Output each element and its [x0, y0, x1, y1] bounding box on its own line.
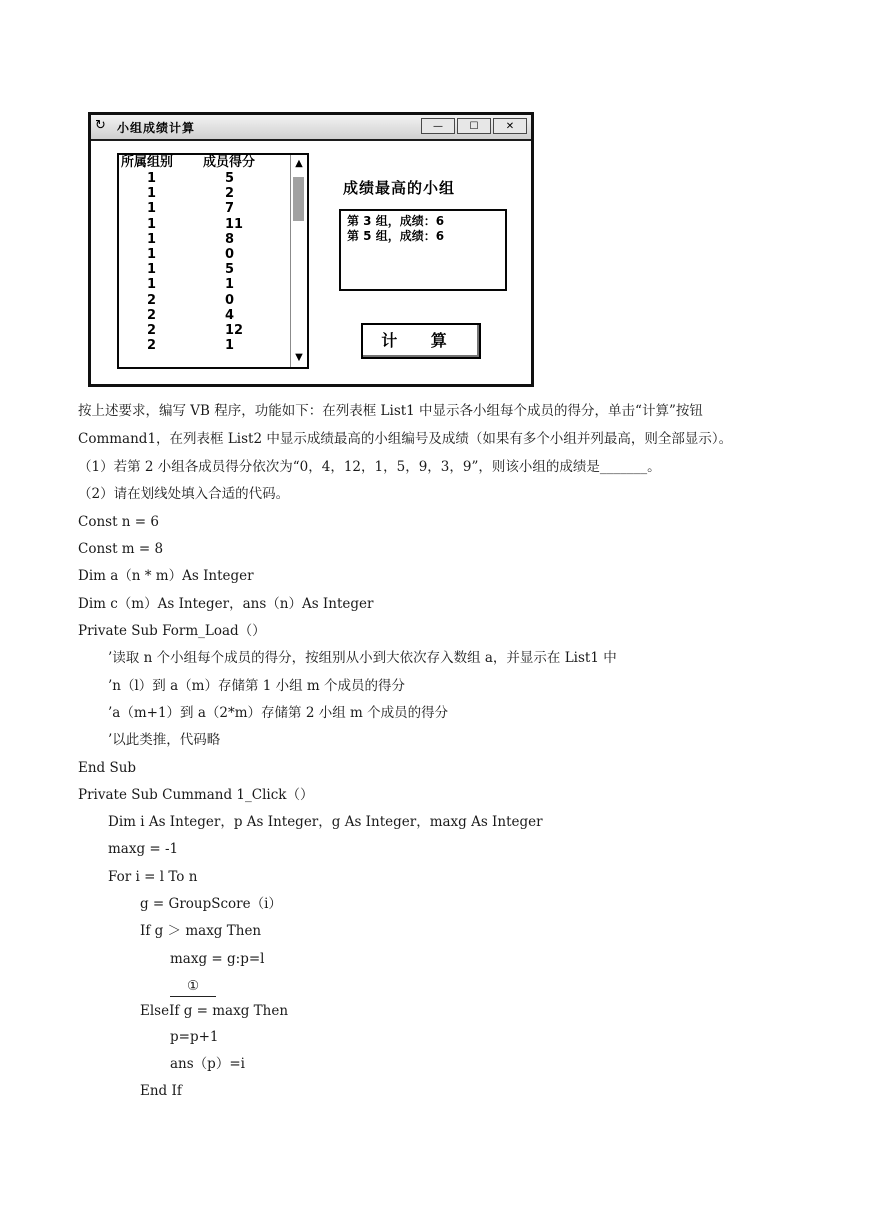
list-item[interactable] — [119, 338, 307, 353]
group-cell: 1 — [147, 201, 157, 217]
score-cell: 5 — [225, 171, 235, 186]
code-line: End Sub — [78, 760, 137, 776]
window-buttons — [421, 118, 527, 134]
vb-form-screenshot — [88, 112, 534, 387]
code-comment: ’n（l）到 a（m）存储第 1 小组 m 个成员的得分 — [108, 678, 405, 694]
code-line: ElseIf g = maxg Then — [140, 1003, 289, 1019]
code-blank-1 — [170, 976, 216, 997]
code-line: Const n = 6 — [78, 514, 159, 530]
code-line: Dim a（n * m）As Integer — [78, 568, 254, 584]
score-cell: 2 — [225, 186, 235, 202]
blank-marker: ① — [170, 976, 216, 997]
code-line: maxg = -1 — [108, 841, 179, 857]
group-cell: 2 — [147, 338, 157, 354]
list-item[interactable] — [119, 277, 307, 292]
group-cell: 1 — [147, 277, 157, 293]
score-cell: 5 — [225, 262, 235, 278]
calculate-button[interactable]: 计 算 — [361, 323, 481, 359]
group-cell: 2 — [147, 307, 157, 323]
list1-scrollbar[interactable] — [290, 155, 307, 367]
code-line: ans（p）=i — [170, 1056, 245, 1072]
score-cell: 4 — [225, 307, 235, 323]
list-item[interactable]: 第 5 组，成绩：6 — [347, 229, 445, 243]
list-item[interactable] — [119, 247, 307, 262]
group-cell: 1 — [147, 231, 157, 247]
code-line: Dim c（m）As Integer，ans（n）As Integer — [78, 596, 374, 612]
paragraph-1: 按上述要求，编写 VB 程序，功能如下：在列表框 List1 中显示各小组每个成员的得分，单击“计算”按钮 — [78, 403, 703, 419]
group-cell: 1 — [147, 186, 157, 202]
score-cell: 12 — [225, 322, 244, 338]
score-cell: 7 — [225, 201, 235, 217]
list-item[interactable] — [119, 217, 307, 232]
list-item[interactable]: 第 3 组，成绩：6 — [347, 214, 445, 228]
group-cell: 2 — [147, 322, 157, 338]
group-cell: 2 — [147, 292, 157, 308]
list-item[interactable] — [119, 262, 307, 277]
answer-blank: _______ — [599, 459, 648, 475]
close-icon[interactable]: ✕ — [493, 118, 527, 134]
code-line: Dim i As Integer，p As Integer，g As Integer，maxg As Integer — [108, 814, 543, 830]
scroll-up-icon[interactable]: ▲ — [295, 158, 303, 169]
score-cell: 11 — [225, 216, 244, 232]
question-1-end: 。 — [647, 459, 661, 475]
list-item[interactable] — [119, 201, 307, 216]
list1-header-score: 成员得分 — [203, 155, 256, 170]
score-cell: 0 — [225, 292, 235, 308]
scroll-thumb[interactable] — [293, 177, 304, 221]
code-line: End If — [140, 1083, 182, 1099]
list1[interactable] — [117, 153, 309, 369]
score-cell: 1 — [225, 277, 235, 293]
code-comment: ’a（m+1）到 a（2*m）存储第 2 小组 m 个成员的得分 — [108, 705, 449, 721]
group-cell: 1 — [147, 171, 157, 186]
list-item[interactable] — [119, 308, 307, 323]
minimize-icon[interactable]: — — [421, 118, 455, 134]
question-2: （2）请在划线处填入合适的代码。 — [78, 486, 290, 502]
code-line: p=p+1 — [170, 1029, 219, 1045]
score-cell: 0 — [225, 246, 235, 262]
app-icon: ↻ — [95, 118, 106, 133]
code-line: If g ＞ maxg Then — [140, 923, 262, 939]
code-line: For i = l To n — [108, 869, 198, 885]
code-line: g = GroupScore（i） — [140, 896, 282, 912]
code-comment: ’读取 n 个小组每个成员的得分，按组别从小到大依次存入数组 a，并显示在 List1 中 — [108, 650, 617, 666]
paragraph-2: Command1，在列表框 List2 中显示成绩最高的小组编号及成绩（如果有多个小组并列最高，则全部显示）。 — [78, 431, 733, 447]
code-line: maxg = g:p=l — [170, 951, 265, 967]
list1-header — [119, 155, 307, 171]
code-line: Const m = 8 — [78, 541, 164, 557]
group-cell: 1 — [147, 262, 157, 278]
group-cell: 1 — [147, 246, 157, 262]
list-item[interactable] — [119, 186, 307, 201]
group-cell: 1 — [147, 216, 157, 232]
code-line: Private Sub Cummand 1_Click（） — [78, 787, 314, 803]
code-comment: ’以此类推，代码略 — [108, 732, 221, 748]
list-item[interactable] — [119, 171, 307, 186]
list1-header-group: 所属组别 — [121, 155, 174, 170]
code-line: Private Sub Form_Load（） — [78, 623, 266, 639]
question-1 — [78, 457, 661, 477]
maximize-icon[interactable]: ☐ — [457, 118, 491, 134]
result-label: 成绩最高的小组 — [343, 179, 456, 197]
scroll-down-icon[interactable]: ▼ — [295, 352, 303, 363]
list-item[interactable] — [119, 232, 307, 247]
list-item[interactable] — [119, 293, 307, 308]
score-cell: 8 — [225, 231, 235, 247]
form-title: 小组成绩计算 — [117, 121, 196, 135]
question-1-text: （1）若第 2 小组各成员得分依次为“0，4，12，1，5，9，3，9”，则该小组的成绩是 — [78, 459, 600, 475]
list-item[interactable] — [119, 323, 307, 338]
form-titlebar — [91, 115, 531, 141]
list2[interactable] — [339, 209, 507, 291]
score-cell: 1 — [225, 338, 235, 354]
